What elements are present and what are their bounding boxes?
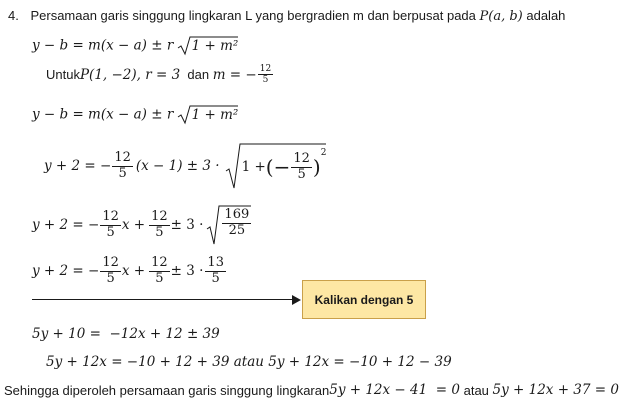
given-m-denominator: 5 xyxy=(262,75,269,86)
conclusion-eq2: 5y + 12x + 37 = 0 xyxy=(492,382,619,398)
step-2 xyxy=(32,205,251,245)
formula-1-sqrt xyxy=(178,36,238,56)
step-1-sqrt xyxy=(226,143,326,189)
step-2-fraction-2 xyxy=(149,210,170,241)
given-point: P(1, −2), r = 3 xyxy=(79,66,181,83)
step-1-radicand-prefix: 1 + xyxy=(241,159,266,176)
step-1-lhs: y + 2 = − xyxy=(44,158,112,174)
step-3-f3-denominator: 5 xyxy=(211,270,220,286)
step-2-f1-numerator: 12 xyxy=(102,208,119,224)
given-m-numerator: 12 xyxy=(259,64,272,74)
step-3-f2-numerator: 12 xyxy=(151,255,168,270)
step-2-r-numerator: 169 xyxy=(224,207,250,222)
step-3-fraction-2 xyxy=(149,256,170,287)
step-1-paren-close: ) xyxy=(312,155,321,180)
problem-statement xyxy=(8,8,565,24)
multiply-callout xyxy=(302,280,426,319)
step-3-lhs: y + 2 = − xyxy=(32,263,100,280)
step-3-fraction-3 xyxy=(205,256,226,287)
step-5-text: 5y + 12x = −10 + 12 + 39 atau 5y + 12x = −10 + 12 − 39 xyxy=(46,354,452,370)
problem-number: 4. xyxy=(8,8,19,23)
given-m-label: m = − xyxy=(212,66,257,83)
step-3-pm: ± 3 · xyxy=(170,263,204,280)
given-mid: dan xyxy=(180,67,213,83)
callout-label: Kalikan dengan 5 xyxy=(314,292,414,307)
step-2-f1-denominator: 5 xyxy=(106,224,115,240)
step-2-x-plus: x + xyxy=(121,217,146,233)
step-2-fraction-1 xyxy=(100,210,121,241)
step-3-x-plus: x + xyxy=(121,263,146,280)
statement-point: P(a, b) xyxy=(479,9,523,24)
step-2-r-denominator: 25 xyxy=(228,222,246,238)
step-1-inner-fraction xyxy=(291,152,312,183)
step-1-inner-denominator: 5 xyxy=(297,166,306,182)
formula-1 xyxy=(32,36,238,56)
step-2-lhs: y + 2 = − xyxy=(32,217,100,233)
step-3-f2-denominator: 5 xyxy=(155,270,164,286)
formula-2-sqrt xyxy=(178,105,238,125)
step-2-f2-denominator: 5 xyxy=(155,224,164,240)
given-m-fraction xyxy=(258,64,273,86)
conclusion-prefix: Sehingga diperoleh persamaan garis singgung lingkaran xyxy=(4,382,330,398)
step-2-pm: ± 3 · xyxy=(170,217,204,233)
step-1 xyxy=(44,143,326,189)
conclusion xyxy=(4,382,619,398)
conclusion-eq1: 5y + 12x − 41 = 0 xyxy=(329,382,460,398)
step-3-fraction-1 xyxy=(100,256,121,287)
step-3-f1-denominator: 5 xyxy=(106,270,115,286)
formula-2 xyxy=(32,105,238,125)
step-4: 5y + 10 = −12x + 12 ± 39 xyxy=(32,326,220,342)
step-3 xyxy=(32,256,227,287)
formula-1-radicand: 1 + m² xyxy=(191,38,239,54)
statement-suffix: adalah xyxy=(522,8,566,23)
given-values xyxy=(46,64,274,86)
step-3-f3-numerator: 13 xyxy=(207,255,224,270)
step-1-numerator: 12 xyxy=(114,149,131,165)
step-2-sqrt xyxy=(207,205,251,245)
formula-2-radicand: 1 + m² xyxy=(191,107,239,123)
step-1-exponent: 2 xyxy=(320,148,327,159)
step-5 xyxy=(46,354,452,370)
step-2-radicand-fraction xyxy=(222,208,251,239)
formula-2-lhs: y − b = m(x − a) ± r xyxy=(32,106,174,123)
given-prefix: Untuk xyxy=(46,67,80,83)
step-1-paren-open: (− xyxy=(265,155,291,180)
step-2-f2-numerator: 12 xyxy=(151,208,168,224)
step-1-mid: (x − 1) ± 3 · xyxy=(135,158,220,174)
arrow-right-icon xyxy=(292,295,301,305)
formula-1-lhs: y − b = m(x − a) ± r xyxy=(32,37,174,54)
arrow-line xyxy=(32,299,294,300)
step-1-fraction xyxy=(112,151,133,182)
step-1-inner-numerator: 12 xyxy=(293,151,310,166)
conclusion-mid: atau xyxy=(459,382,493,398)
statement-prefix: Persamaan garis singgung lingkaran L yang bergradien m dan berpusat pada xyxy=(30,8,480,23)
step-3-f1-numerator: 12 xyxy=(102,255,119,270)
step-1-radicand xyxy=(241,148,327,183)
step-1-denominator: 5 xyxy=(118,165,127,181)
